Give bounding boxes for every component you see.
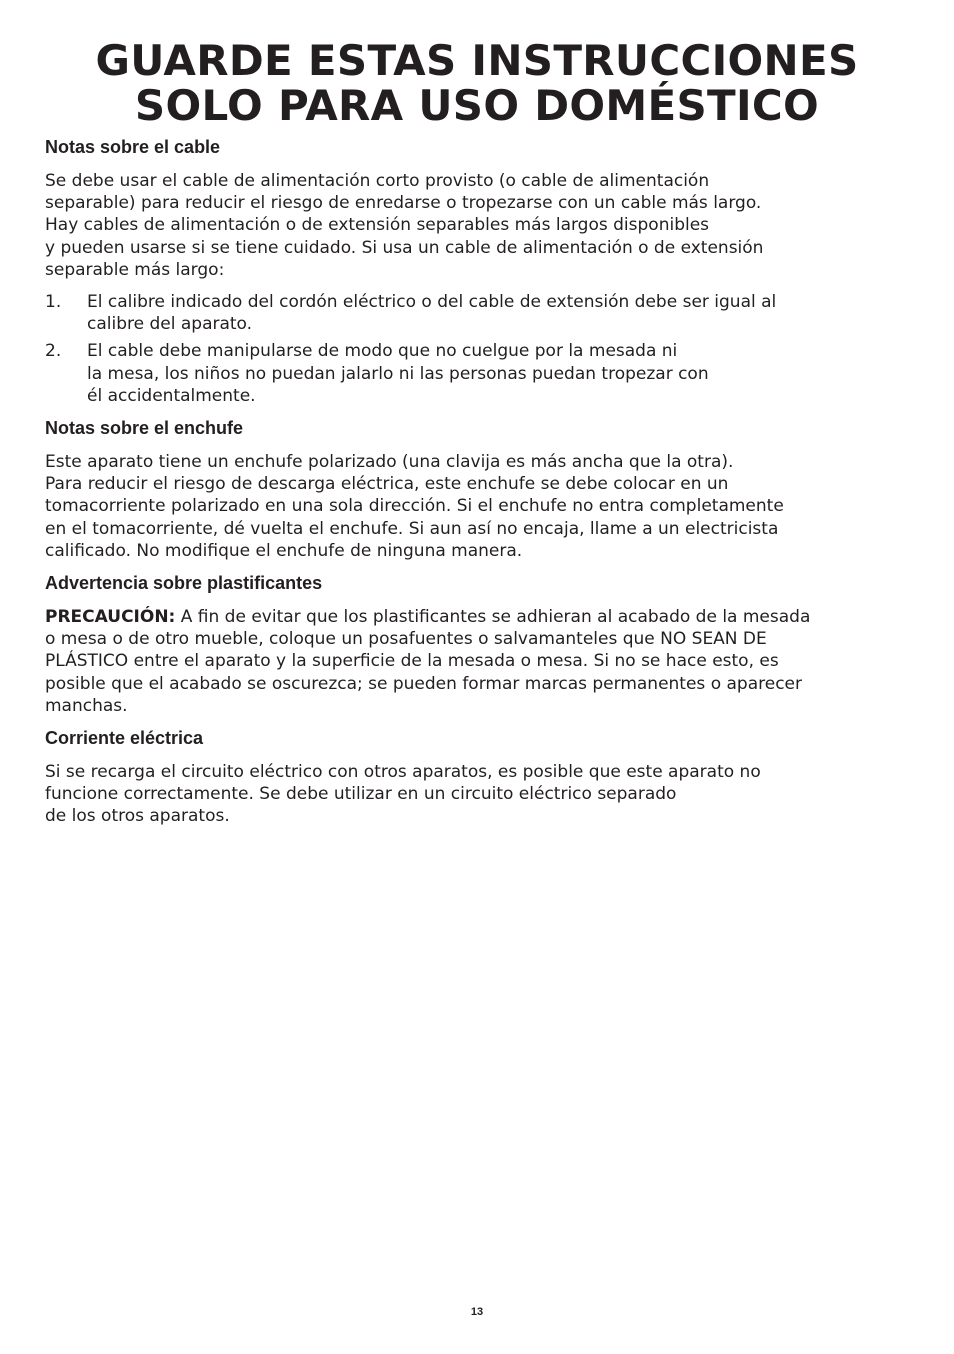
list-text [87, 291, 776, 335]
title-line-2: SOLO PARA USO DOMÉSTICO [134, 81, 820, 130]
text-line: Si se recarga el circuito eléctrico con otros aparatos, es posible que este aparato no [45, 762, 761, 783]
text-line: Para reducir el riesgo de descarga eléctrica, este enchufe se debe colocar en un [45, 474, 729, 495]
text-line: separable más largo: [45, 259, 225, 280]
list-number: 2. [45, 341, 62, 362]
text-line: y pueden usarse si se tiene cuidado. Si usa un cable de alimentación o de extensión [45, 237, 764, 258]
caution-label: PRECAUCIÓN: [45, 607, 176, 628]
section-heading-plasticizers: Advertencia sobre plastificantes [45, 573, 323, 594]
title-line-1: GUARDE ESTAS INSTRUCCIONES [95, 36, 859, 85]
section-heading-power: Corriente eléctrica [45, 728, 204, 749]
text-line [45, 606, 911, 628]
list-number: 1. [45, 292, 62, 313]
text-line: funcione correctamente. Se debe utilizar en un circuito eléctrico separado [45, 784, 677, 805]
text-line: PLÁSTICO entre el aparato y la superficie de la mesada o mesa. Si no se hace esto, es [45, 651, 779, 672]
text-line: o mesa o de otro mueble, coloque un posafuentes o salvamanteles que NO SEAN DE [45, 629, 767, 650]
text-line: El cable debe manipularse de modo que no cuelgue por la mesada ni [87, 341, 678, 362]
page-title [0, 38, 954, 128]
plasticizers-paragraph [45, 606, 911, 717]
text-line: calibre del aparato. [87, 314, 253, 335]
text-line: él accidentalmente. [87, 385, 256, 406]
text-line: en el tomacorriente, dé vuelta el enchufe. Si aun así no encaja, llame a un electricista [45, 518, 779, 539]
text-line: Hay cables de alimentación o de extensión separables más largos disponibles [45, 215, 710, 236]
text-line: calificado. No modifique el enchufe de ninguna manera. [45, 540, 523, 561]
plug-paragraph [45, 451, 911, 562]
text-line: tomacorriente polarizado en una sola dirección. Si el enchufe no entra completamente [45, 496, 784, 517]
document-body [45, 136, 911, 838]
text-line: El calibre indicado del cordón eléctrico o del cable de extensión debe ser igual al [87, 292, 777, 313]
section-heading-cable: Notas sobre el cable [45, 137, 221, 157]
section-heading-plug: Notas sobre el enchufe [45, 418, 244, 439]
text-line: posible que el acabado se oscurezca; se pueden formar marcas permanentes o aparecer [45, 673, 802, 694]
cable-list [45, 291, 911, 407]
list-item [45, 291, 911, 335]
page-number: 13 [470, 1306, 484, 1318]
text-line: de los otros aparatos. [45, 806, 230, 827]
text-line: Se debe usar el cable de alimentación corto provisto (o cable de alimentación [45, 171, 710, 191]
caution-text: A fin de evitar que los plastificantes se adhieran al acabado de la mesada [175, 607, 811, 628]
power-paragraph [45, 761, 911, 828]
list-text [87, 340, 709, 407]
text-line: separable) para reducir el riesgo de enredarse o tropezarse con un cable más largo. [45, 193, 762, 214]
text-line: la mesa, los niños no puedan jalarlo ni las personas puedan tropezar con [87, 363, 709, 384]
cable-paragraph [45, 170, 911, 281]
list-item [45, 340, 911, 407]
text-line: Este aparato tiene un enchufe polarizado (una clavija es más ancha que la otra). [45, 452, 734, 473]
text-line: manchas. [45, 695, 128, 716]
